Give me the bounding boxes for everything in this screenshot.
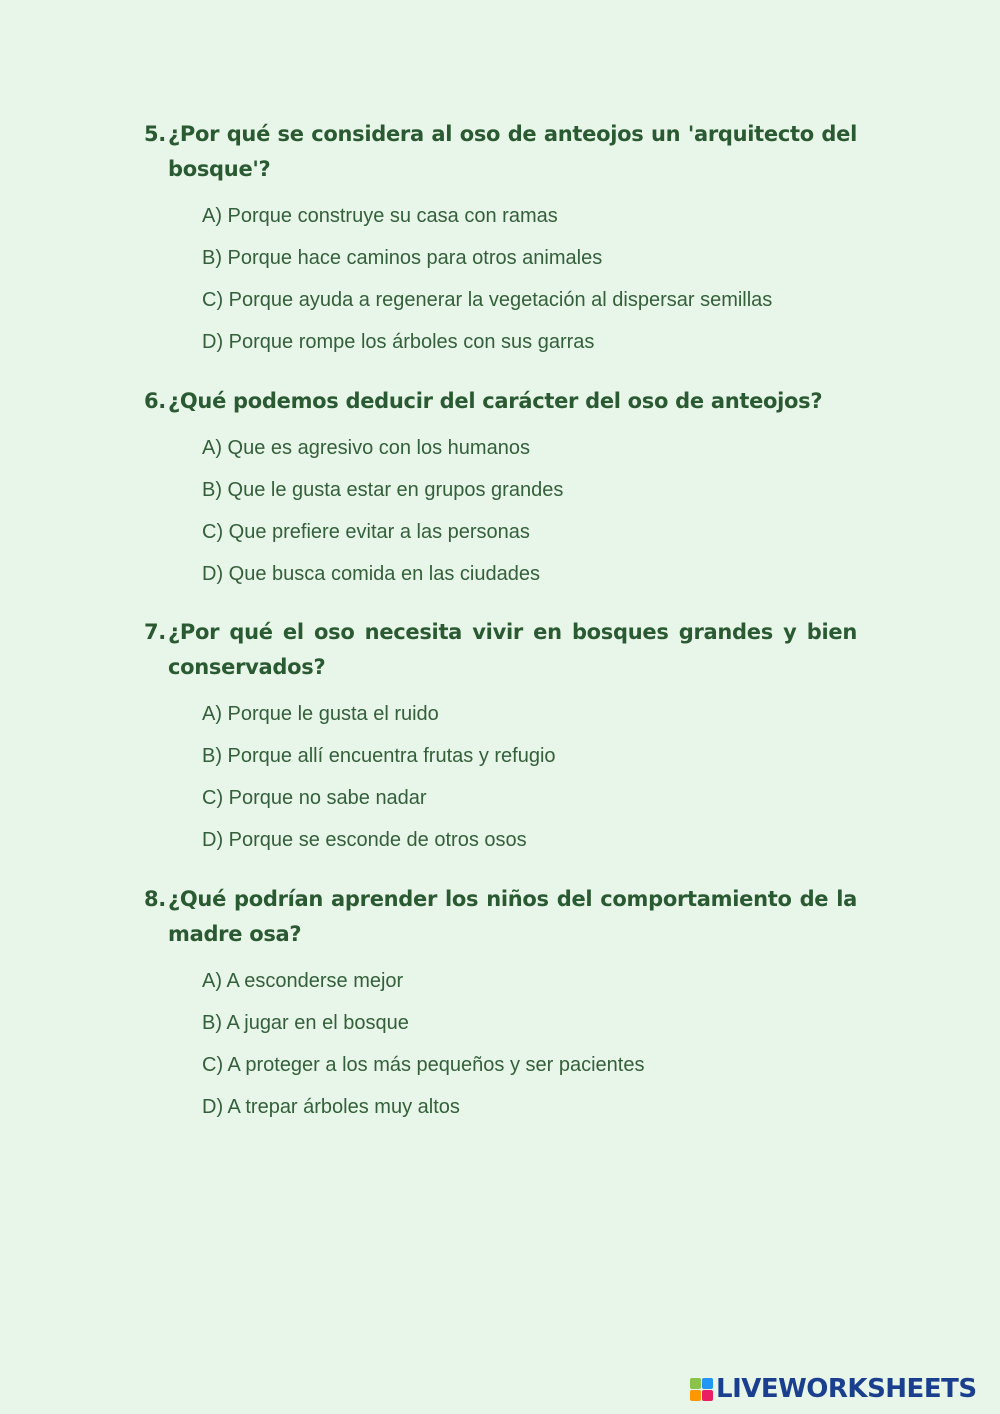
question-number: 5. — [144, 122, 166, 146]
option-c[interactable]: C) Porque ayuda a regenerar la vegetación al dispersar semillas — [202, 289, 773, 311]
option-b[interactable]: B) Que le gusta estar en grupos grandes — [202, 479, 564, 501]
option-b[interactable]: B) Porque hace caminos para otros animales — [202, 247, 603, 269]
option-d[interactable]: D) Porque rompe los árboles con sus garras — [202, 331, 595, 353]
option-b[interactable]: B) Porque allí encuentra frutas y refugio — [202, 745, 556, 767]
option-c[interactable]: C) A proteger a los más pequeños y ser pacientes — [202, 1054, 645, 1076]
question-text: ¿Por qué el oso necesita vivir en bosques grandes y bien conservados? — [168, 620, 857, 679]
options-list — [202, 693, 857, 861]
options-list — [202, 195, 857, 363]
question-5 — [144, 117, 857, 363]
question-number: 6. — [144, 389, 166, 413]
question-title — [144, 117, 857, 187]
option-b[interactable]: B) A jugar en el bosque — [202, 1012, 409, 1034]
question-title — [144, 882, 857, 952]
brand-name: LIVEWORKSHEETS — [716, 1374, 977, 1404]
question-7 — [144, 615, 857, 861]
option-d[interactable]: D) Porque se esconde de otros osos — [202, 829, 527, 851]
option-c[interactable]: C) Que prefiere evitar a las personas — [202, 521, 530, 543]
question-number: 7. — [144, 620, 166, 644]
option-a[interactable]: A) Porque construye su casa con ramas — [202, 205, 558, 227]
option-a[interactable]: A) Porque le gusta el ruido — [202, 703, 439, 725]
option-a[interactable]: A) Que es agresivo con los humanos — [202, 437, 530, 459]
question-title — [144, 384, 857, 419]
options-list — [202, 960, 857, 1128]
question-title — [144, 615, 857, 685]
question-number: 8. — [144, 887, 166, 911]
question-text: ¿Por qué se considera al oso de anteojos un 'arquitecto del bosque'? — [168, 122, 857, 181]
options-list — [202, 427, 857, 595]
option-a[interactable]: A) A esconderse mejor — [202, 970, 404, 992]
question-text: ¿Qué podrían aprender los niños del comportamiento de la madre osa? — [168, 887, 857, 946]
option-c[interactable]: C) Porque no sabe nadar — [202, 787, 427, 809]
liveworksheets-logo-icon — [690, 1378, 713, 1401]
option-d[interactable]: D) Que busca comida en las ciudades — [202, 563, 540, 585]
question-text: ¿Qué podemos deducir del carácter del oso de anteojos? — [168, 389, 823, 413]
option-d[interactable]: D) A trepar árboles muy altos — [202, 1096, 460, 1118]
liveworksheets-brand[interactable] — [690, 1372, 977, 1406]
question-8 — [144, 882, 857, 1128]
question-6 — [144, 384, 857, 595]
